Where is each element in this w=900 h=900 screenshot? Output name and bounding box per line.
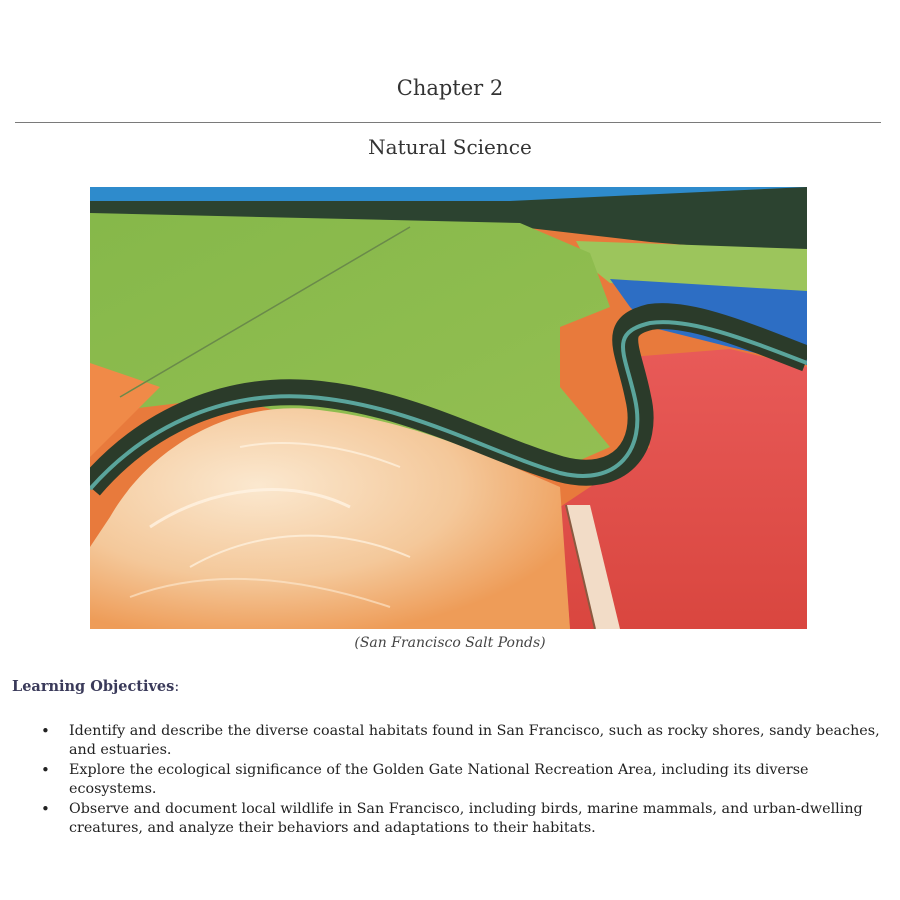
salt-ponds-photo — [90, 187, 807, 629]
list-item: • Identify and describe the diverse coastal habitats found in San Francisco, such as rocky shores, sandy beaches, and estuaries. — [35, 722, 885, 760]
figure-caption: (San Francisco Salt Ponds) — [354, 635, 546, 651]
divider — [15, 122, 881, 123]
objectives-heading-colon: : — [174, 679, 180, 695]
objectives-list — [35, 722, 885, 839]
list-item: • Explore the ecological significance of the Golden Gate National Recreation Area, including its diverse ecosystems. — [35, 761, 885, 799]
chapter-title: Chapter 2 — [396, 76, 504, 100]
section-title: Natural Science — [368, 135, 532, 159]
objectives-heading — [12, 678, 179, 695]
list-item: • Observe and document local wildlife in San Francisco, including birds, marine mammals, and urban-dwelling creatures, and analyze their behaviors and adaptations to their habitats. — [35, 800, 885, 838]
objectives-heading-text: Learning Objectives — [12, 678, 175, 695]
